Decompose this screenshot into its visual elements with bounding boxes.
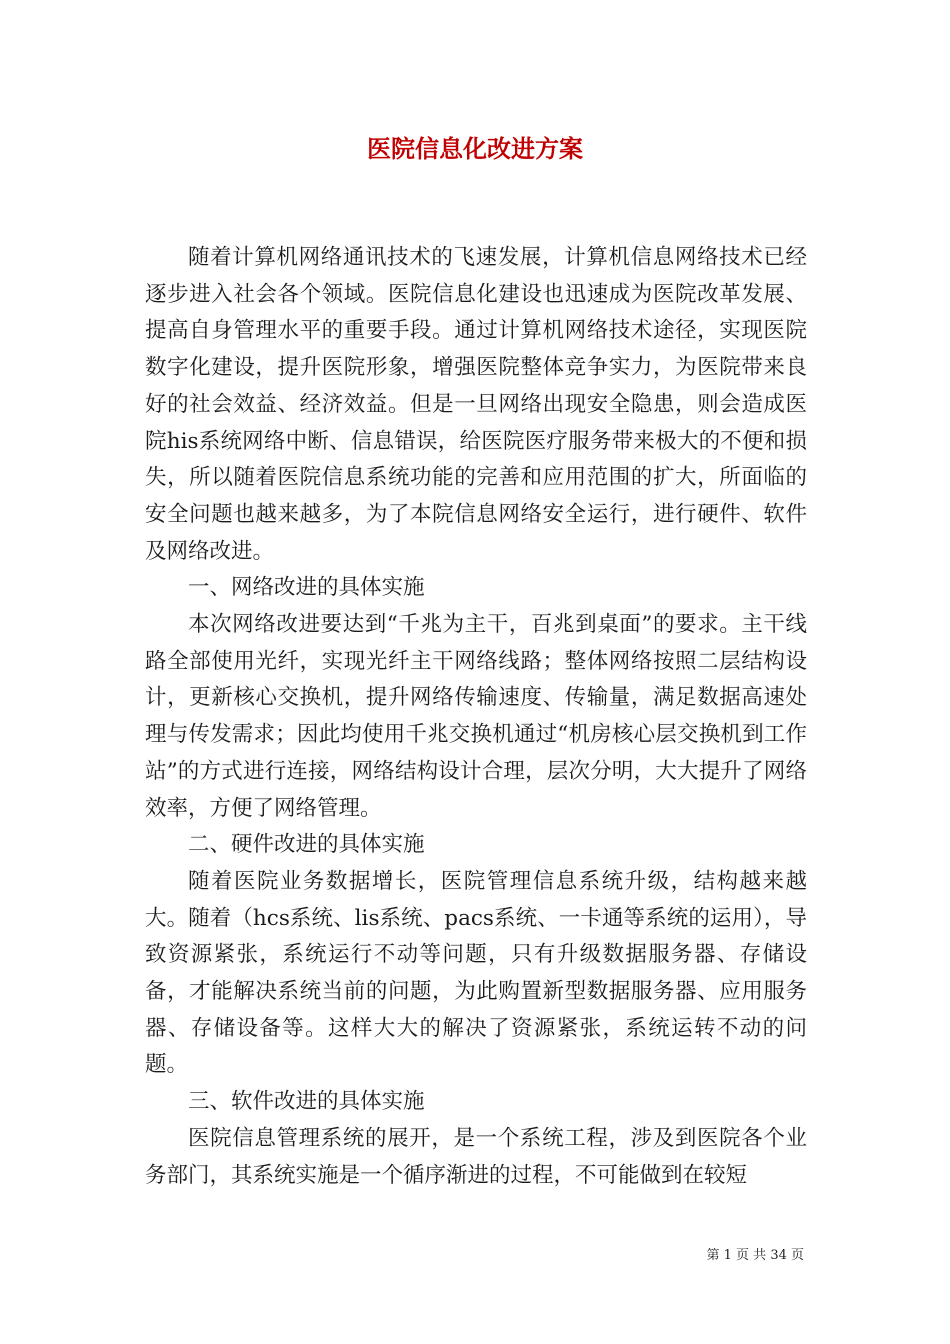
intro-paragraph: 随着计算机网络通讯技术的飞速发展，计算机信息网络技术已经逐步进入社会各个领域。医院信息化建设也迅速成为医院改革发展、提高自身管理水平的重要手段。通过计算机网络技术途径，实现医院数字化建设，提升医院形象，增强医院整体竞争实力，为医院带来良好的社会效益、经济效益。但是一旦网络出现安全隐患，则会造成医院his系统网络中断、信息错误，给医院医疗服务带来极大的不便和损失，所以随着医院信息系统功能的完善和应用范围的扩大，所面临的安全问题也越来越多，为了本院信息网络安全运行，进行硬件、软件及网络改进。 <box>145 245 807 564</box>
hardware-paragraph: 随着医院业务数据增长，医院管理信息系统升级，结构越来越大。随着（hcs系统、lis系统、pacs系统、一卡通等系统的运用），导致资源紧张，系统运行不动等问题，只有升级数据服务器、存储设备，才能解决系统当前的问题，为此购置新型数据服务器、应用服务器、存储设备等。这样大大的解决了资源紧张，系统运转不动的问题。 <box>145 868 807 1078</box>
page-number-footer: 第 1 页 共 34 页 <box>706 1248 804 1263</box>
section-heading-hardware: 二、硬件改进的具体实施 <box>188 832 425 858</box>
section-heading-software: 三、软件改进的具体实施 <box>188 1089 425 1115</box>
network-paragraph: 本次网络改进要达到“千兆为主干，百兆到桌面”的要求。主干线路全部使用光纤，实现光纤主干网络线路；整体网络按照二层结构设计，更新核心交换机，提升网络传输速度、传输量，满足数据高速处理与传发需求；因此均使用千兆交换机通过“机房核心层交换机到工作站”的方式进行连接，网络结构设计合理，层次分明，大大提升了网络效率，方便了网络管理。 <box>145 612 807 821</box>
document-body <box>145 240 807 1194</box>
software-paragraph: 医院信息管理系统的展开，是一个系统工程，涉及到医院各个业务部门，其系统实施是一个循序渐进的过程，不可能做到在较短 <box>145 1125 807 1188</box>
section-heading-network: 一、网络改进的具体实施 <box>188 575 425 601</box>
document-title: 医院信息化改进方案 <box>367 134 583 163</box>
